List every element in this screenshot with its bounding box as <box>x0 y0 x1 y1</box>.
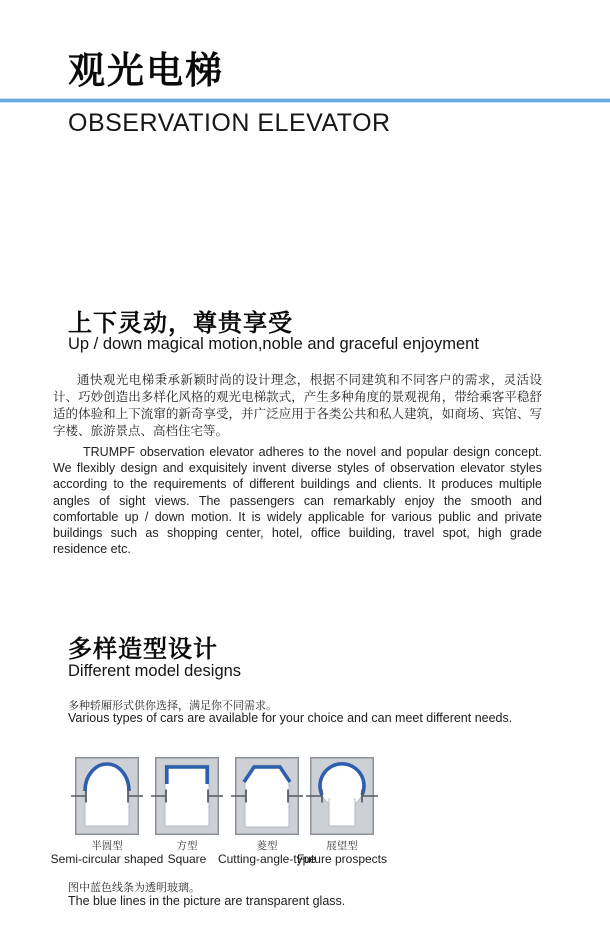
figure-label-english: Cutting-angle-type <box>217 852 317 866</box>
title-divider-rule <box>0 99 610 102</box>
designs-heading-english: Different model designs <box>68 662 242 680</box>
page-title-chinese: 观光电梯 <box>68 50 224 91</box>
figure-future-prospects <box>287 757 397 866</box>
figure-label-english: Future prospects <box>296 852 388 866</box>
figure-label-chinese: 半圆型 <box>91 840 123 852</box>
figure-label-chinese: 菱型 <box>256 840 278 852</box>
motion-paragraph-english: TRUMPF observation elevator adheres to the novel and popular design concept. We flexibly design and exquisitely invent diverse styles of observation elevator styles according to the requirements of different buildings and clients. It produces multiple angles of sight views. The passengers can remarkably enjoy the smooth and comfortable up / down motion. It is widely applicable for various public and private buildings such as shopping center, hotel, office building, travel spot, high grade residence etc. <box>53 445 542 557</box>
page-title-english: OBSERVATION ELEVATOR <box>68 109 391 137</box>
figure-label-chinese: 展望型 <box>326 840 358 852</box>
glass-note-chinese: 图中蓝色线条为透明玻璃。 <box>68 882 200 894</box>
designs-intro-chinese: 多种轿厢形式供你选择，满足你不同需求。 <box>68 700 277 712</box>
figure-label-chinese: 方型 <box>176 840 198 852</box>
motion-heading-chinese: 上下灵动，尊贵享受 <box>68 310 293 337</box>
motion-paragraph-chinese: 通快观光电梯秉承新颖时尚的设计理念，根据不同建筑和不同客户的需求，灵活设计、巧妙创造出多样化风格的观光电梯款式，产生多种角度的景观视角，带给乘客平稳舒适的体验和上下流窜的新奇享受，并广泛应用于各类公共和私人建筑，如商场、宾馆、写字楼、旅游景点、高档住宅等。 <box>53 373 542 438</box>
motion-heading-english: Up / down magical motion,noble and graceful enjoyment <box>68 335 479 353</box>
figure-label-english: Semi-circular shaped <box>50 852 164 866</box>
figure-label-english: Square <box>167 852 207 866</box>
designs-intro-english: Various types of cars are available for your choice and can meet different needs. <box>68 711 513 725</box>
future-prospects-car-diagram <box>310 757 374 835</box>
square-car-diagram <box>155 757 219 835</box>
designs-heading-chinese: 多样造型设计 <box>68 636 218 663</box>
glass-note-english: The blue lines in the picture are transparent glass. <box>68 894 346 908</box>
semi-circular-car-diagram <box>75 757 139 835</box>
